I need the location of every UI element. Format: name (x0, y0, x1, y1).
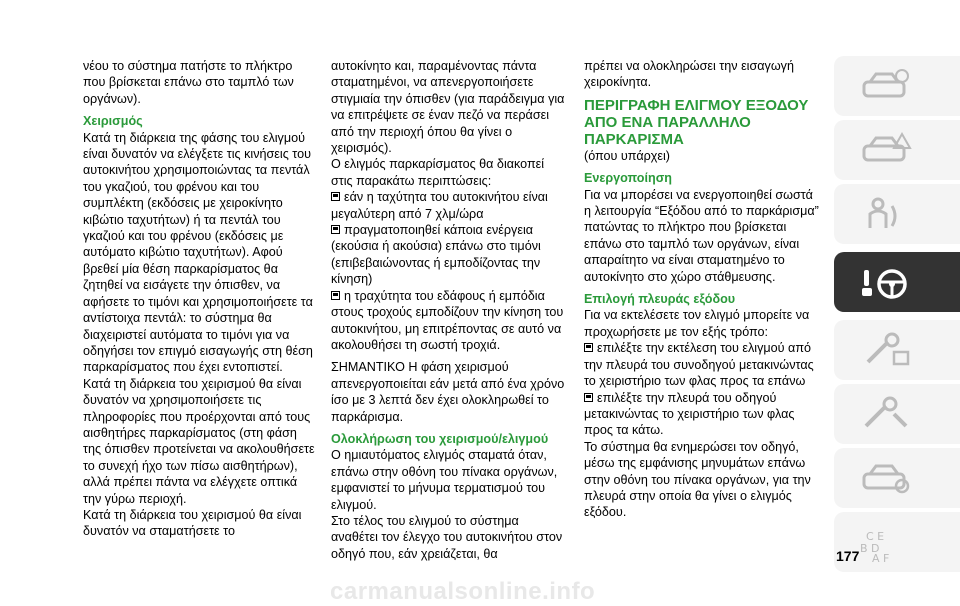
tab-car-info[interactable] (834, 56, 960, 116)
paragraph: Κατά τη διάρκεια της φάσης του ελιγμού είναι δυνατόν να ελέγξετε τις κινήσεις του αυτοκινήτου χρησιμοποιώντας τα πεντάλ του γκαζιού, του φρένου και του συμπλέκτη (εκδόσεις με χειροκίνητο κιβώτιο ταχυτήτων) ή τα πεντάλ του γκαζιού και του φρένου (εκδόσεις με αυτόματο κιβώτιο ταχυτήτων). Αφού βρεθεί μία θέση παρκαρίσματος θα ζητηθεί να εισάγετε την όπισθεν, να αφήσετε το τιμόνι και χρησιμοποιήσετε τα αντίστοιχα πεντάλ: το σύστημα θα διαχειριστεί αυτόματα το τιμόνι για να οδηγήσει τον επιγμό εισαγωγής στη θέση παρκαρίσματος που έχει εντοπιστεί. (83, 130, 313, 375)
driving-icon (858, 264, 914, 304)
paragraph: νέου το σύστημα πατήστε το πλήκτρο που βρίσκεται επάνω στο ταμπλό των οργάνων). (83, 59, 294, 106)
bullet-text: επιλέξτε την πλευρά του οδηγού μετακινώντας το χειριστήριο των φλας προς τα κάτω. (584, 390, 795, 438)
paragraph: Για να μπορέσει να ενεργοποιηθεί σωστά η λειτουργία “Εξόδου από το παρκάρισμα” πατώντας το πλήκτρο που βρίσκεται επάνω στο ταμπλό των οργάνων, είναι απαραίτητο να είναι σταματημένο το αυτοκίνητο στο χώρο στάθμευσης. (584, 187, 819, 284)
section-heading: Ολοκλήρωση του χειρισμού/ελιγμού (331, 431, 549, 446)
wrench-icon (858, 396, 914, 432)
section-title: ΠΕΡΙΓΡΑΦΗ ΕΛΙΓΜΟΥ ΕΞΟΔΟΥ ΑΠΟ ΕΝΑ ΠΑΡΑΛΛΗΛΟ ΠΑΡΚΑΡΙΣΜΑ (584, 96, 809, 148)
bullet-item (331, 222, 566, 288)
bullet-text: επιλέξτε την εκτέλεση του ελιγμού από την πλευρά του συνοδηγού μετακινώντας το χειριστήριο των φλας προς τα επάνω (584, 341, 814, 389)
column-1 (83, 58, 318, 540)
paragraph: Κατά τη διάρκεια του χειρισμού θα είναι δυνατόν να χρησιμοποιήσετε τις πληροφορίες που προέρχονται από τους αισθητήρες παρκαρίσματος (στη φάση της όπισθεν προτείνεται να ακολουθήσετε το συνεχή ήχο των πίσω αισθητήρων), αλλά πρέπει πάντα να ελέγχετε οπτικά την γύρω περιοχή. (83, 376, 315, 506)
paragraph: Το σύστημα θα ενημερώσει τον οδηγό, μέσω της εμφάνισης μηνυμάτων επάνω στην οθόνη του πίνακα οργάνων, για την πλευρά στην οποία θα γίνει ο ελιγμός εξόδου. (584, 439, 811, 520)
seatbelt-icon (858, 196, 914, 232)
bullet-icon (331, 225, 340, 234)
paragraph: αυτοκίνητο και, παραμένοντας πάντα σταματημένοι, να απενεργοποιήσετε στιγμιαία την όπισθεν (για παράδειγμα για να επιτρέψετε σε έναν πεζό να περάσει από την περιοχή όπου θα γίνει ο χειρισμός). (331, 59, 565, 156)
tab-service[interactable] (834, 320, 960, 380)
paragraph: Κατά τη διάρκεια του χειρισμού θα είναι δυνατόν να σταματήσετε το (83, 507, 302, 539)
chapter-sidebar (834, 48, 960, 568)
section-heading: Χειρισμός (83, 114, 143, 129)
paragraph: Για να εκτελέσετε τον ελιγμό μπορείτε να προχωρήσετε με τον εξής τρόπο: (584, 308, 810, 339)
car-info-icon (858, 68, 914, 104)
paragraph: Ο ελιγμός παρκαρίσματος θα διακοπεί στις παρακάτω περιπτώσεις: (331, 157, 545, 188)
paragraph: Στο τέλος του ελιγμού το σύστημα αναθέτει τον έλεγχο του αυτοκινήτου στον οδηγό που, εάν χρειάζεται, θα (331, 513, 563, 561)
tab-driving[interactable] (834, 252, 960, 312)
bullet-text: εάν η ταχύτητα του αυτοκινήτου είναι μεγαλύτερη από 7 χλμ/ώρα (331, 190, 548, 221)
tab-seatbelt[interactable] (834, 184, 960, 244)
bullet-icon (331, 192, 340, 201)
svg-text:A F: A F (872, 552, 890, 564)
warning-car-icon (858, 132, 914, 168)
paragraph: Ο ημιαυτόματος ελιγμός σταματά όταν, επάνω στην οθόνη του πίνακα οργάνων, εμφανιστεί το μήνυμα τερματισμού του ελιγμού. (331, 448, 558, 512)
bullet-item (331, 189, 566, 222)
column-2 (331, 58, 566, 562)
bullet-item (584, 340, 819, 389)
paragraph: ΣΗΜΑΝΤΙΚΟ Η φάση χειρισμού απενεργοποιείται εάν μετά από ένα χρόνο ίσο με 3 λεπτά δεν έχει ολοκληρωθεί το παρκάρισμα. (331, 360, 565, 424)
tab-specs[interactable] (834, 448, 960, 508)
watermark: carmanualsonline.info (330, 578, 596, 605)
section-heading: Επιλογή πλευράς εξόδου (584, 292, 736, 307)
bullet-item (584, 390, 819, 439)
paragraph: (όπου υπάρχει) (584, 148, 670, 163)
bullet-icon (584, 393, 593, 402)
tab-wrench[interactable] (834, 384, 960, 444)
bullet-item (331, 288, 566, 354)
bullet-icon (584, 343, 593, 352)
specs-icon (858, 460, 914, 496)
svg-text:B D: B D (860, 542, 880, 555)
page-number: 177 (836, 548, 860, 564)
bullet-text: πραγματοποιηθεί κάποια ενέργεια (εκούσια ή ακούσια) επάνω στο τιμόνι (επιβεβαιώνοντας ή εμποδίζοντας την κίνηση) (331, 223, 541, 287)
svg-text:C E: C E (866, 530, 885, 543)
column-3 (584, 58, 819, 521)
paragraph: πρέπει να ολοκληρώσει την εισαγωγή χειροκίνητα. (584, 59, 794, 90)
index-icon (858, 524, 914, 564)
service-icon (858, 332, 914, 368)
bullet-icon (331, 291, 340, 300)
bullet-text: η τραχύτητα του εδάφους ή εμπόδια στους τροχούς εμποδίζουν την κίνηση του αυτοκινήτου, μη επιτρέποντας σε αυτό να ακολουθήσει τη σωστή τροχιά. (331, 288, 564, 352)
tab-warning-car[interactable] (834, 120, 960, 180)
section-heading: Ενεργοποίηση (584, 171, 673, 186)
